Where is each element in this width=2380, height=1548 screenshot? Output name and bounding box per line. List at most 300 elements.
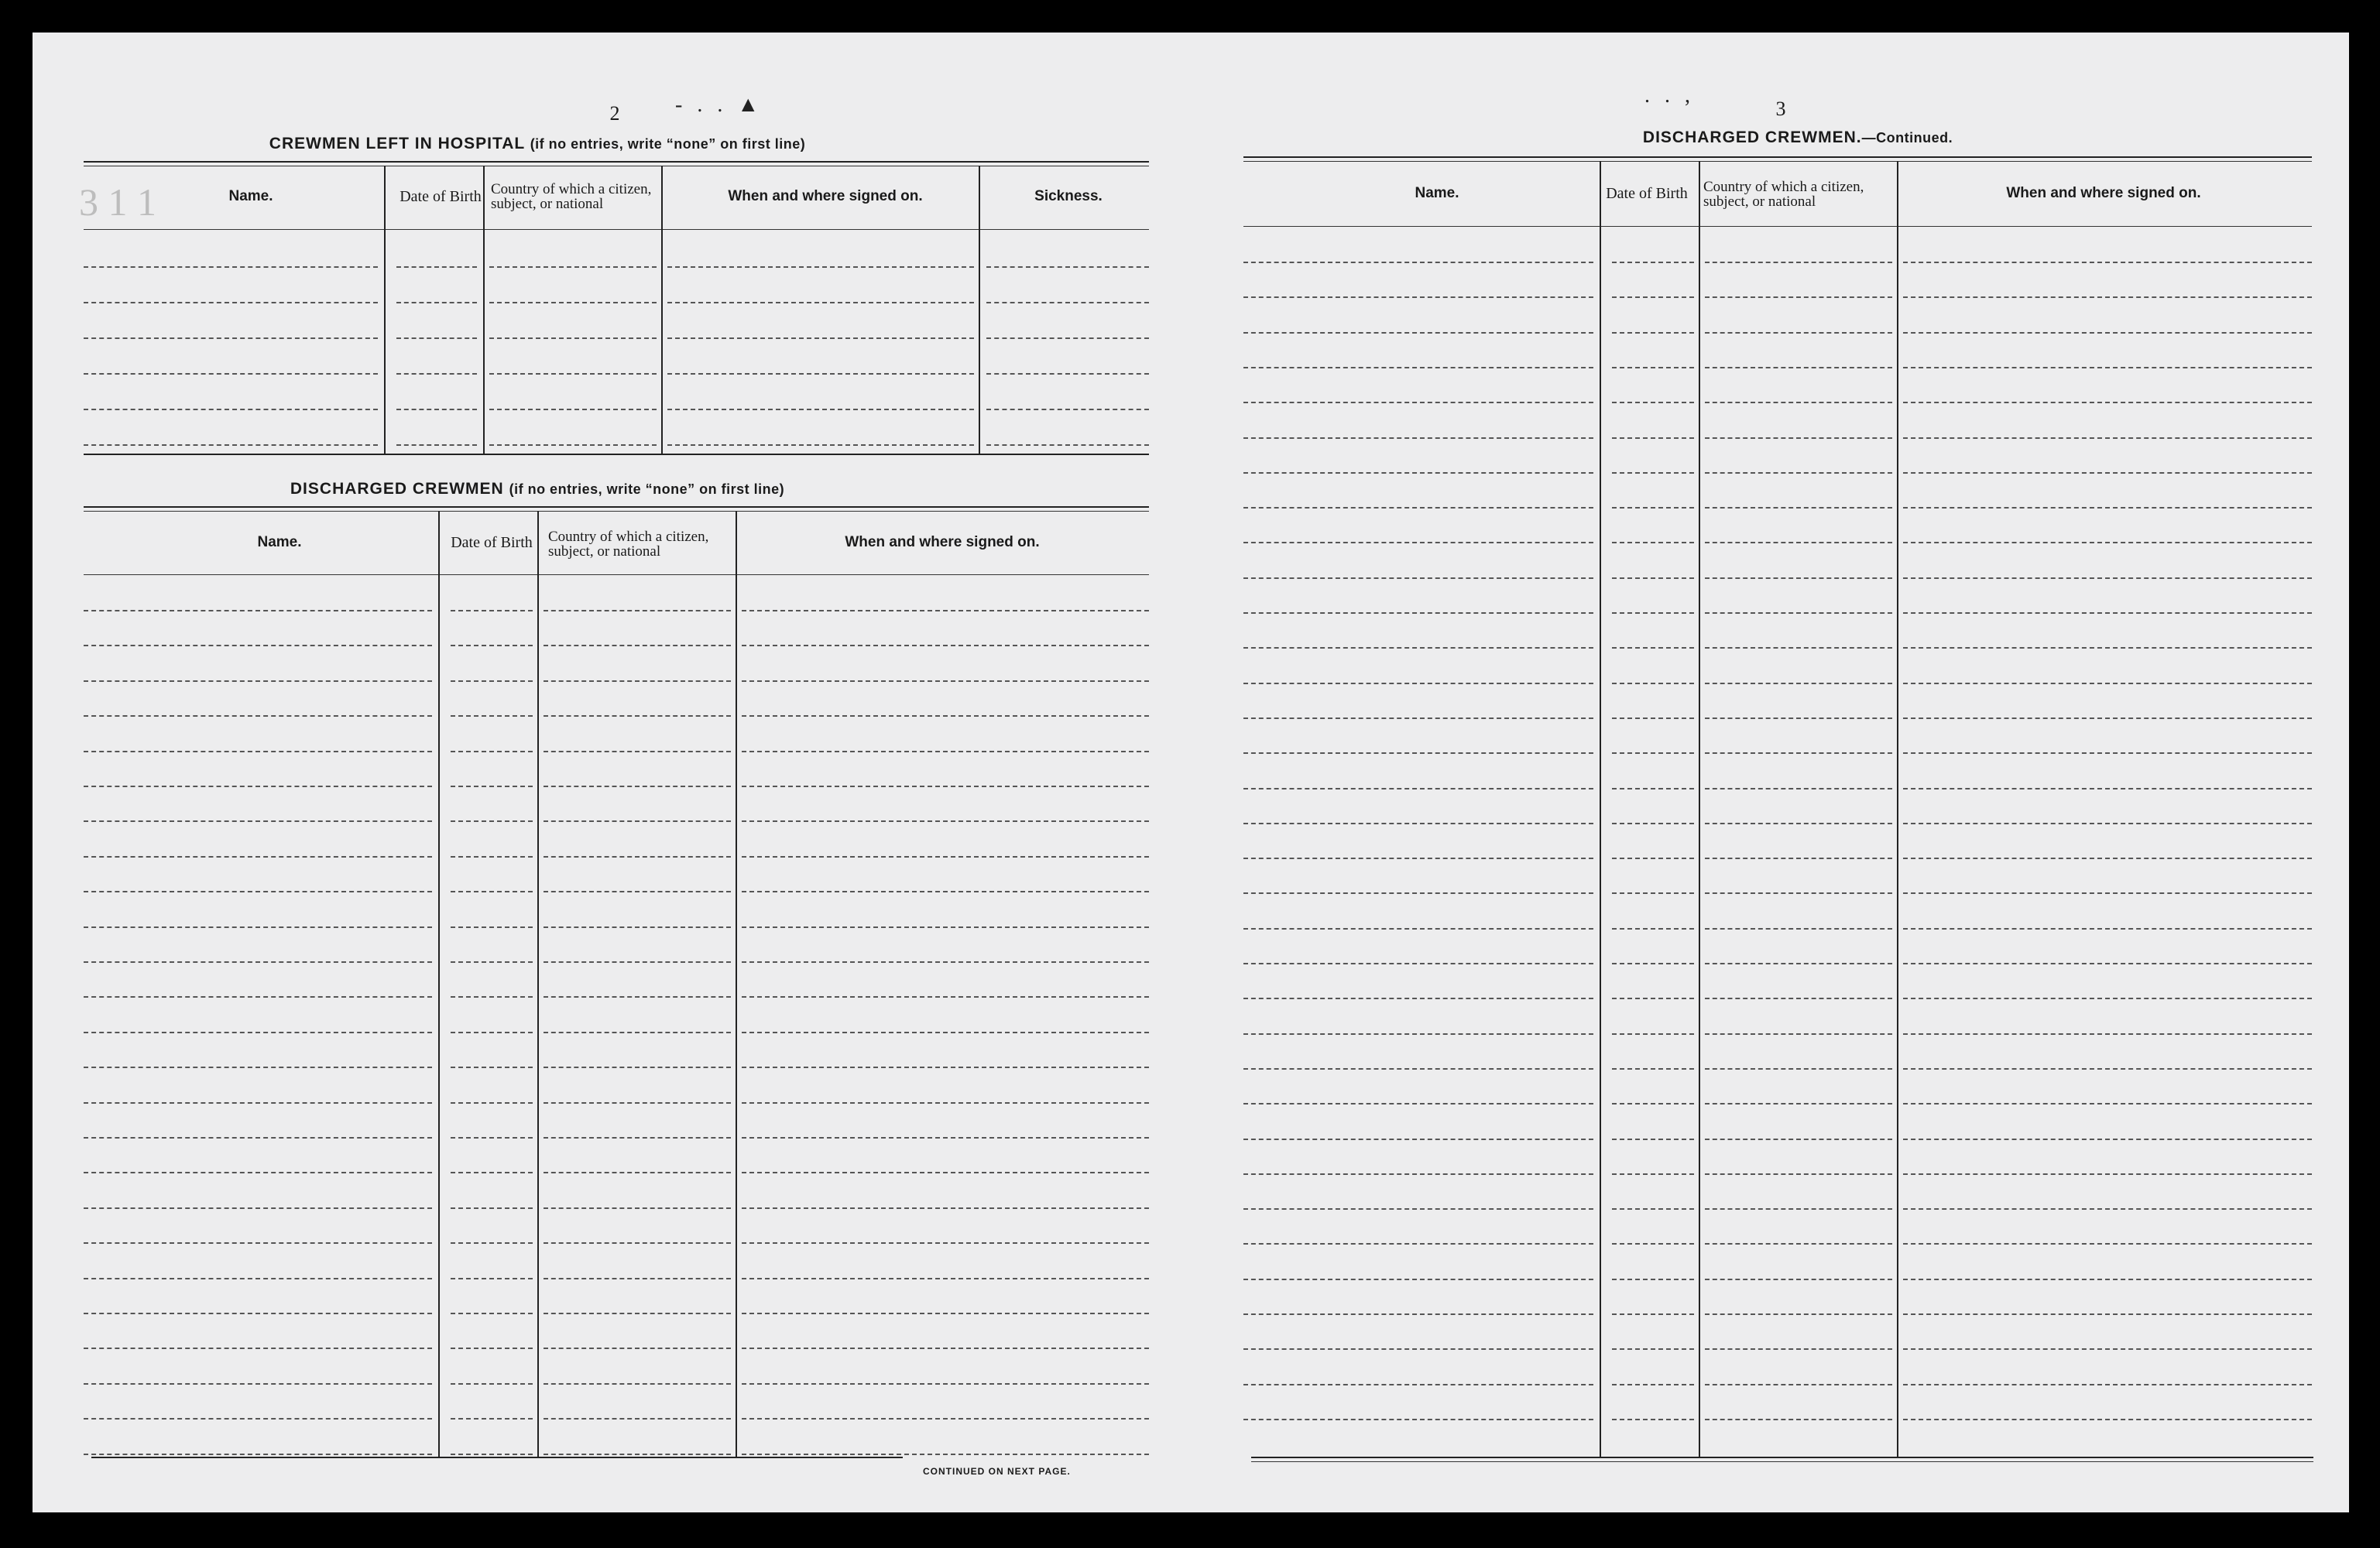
blank-entry-line — [1705, 1279, 1892, 1280]
blank-entry-line — [1612, 437, 1694, 439]
ink-marks: . . , — [1644, 84, 1695, 108]
blank-entry-line — [986, 409, 1149, 410]
blank-entry-line — [742, 751, 1149, 752]
blank-entry-line — [1243, 752, 1593, 754]
blank-entry-line — [1705, 472, 1892, 474]
blank-entry-line — [1612, 402, 1694, 403]
blank-entry-line — [84, 1207, 432, 1209]
blank-entry-line — [489, 373, 657, 375]
blank-entry-line — [1612, 717, 1694, 719]
discharged-col-signed-on: When and where signed on. — [845, 534, 1040, 550]
blank-entry-line — [84, 1067, 432, 1068]
blank-entry-line — [1612, 928, 1694, 930]
blank-entry-line — [1612, 1313, 1694, 1315]
blank-entry-line — [1612, 1243, 1694, 1245]
blank-entry-line — [396, 337, 477, 339]
blank-entry-line — [84, 645, 432, 646]
blank-entry-line — [742, 1313, 1149, 1314]
blank-entry-line — [1903, 1208, 2312, 1210]
blank-entry-line — [544, 856, 731, 858]
blank-entry-line — [1705, 1419, 1892, 1420]
blank-entry-line — [1705, 1173, 1892, 1175]
blank-entry-line — [1612, 892, 1694, 894]
blank-entry-line — [451, 1278, 533, 1279]
blank-entry-line — [84, 610, 432, 611]
blank-entry-line — [489, 266, 657, 268]
blank-entry-line — [396, 266, 477, 268]
blank-entry-line — [544, 820, 731, 822]
right-table-bottom-rule-2 — [1251, 1461, 2313, 1462]
blank-entry-line — [742, 1278, 1149, 1279]
blank-entry-line — [1243, 1313, 1593, 1315]
blank-entry-line — [742, 926, 1149, 928]
blank-entry-line — [1903, 752, 2312, 754]
bleed-through-mark: 3 1 1 — [79, 180, 156, 224]
blank-entry-line — [84, 820, 432, 822]
blank-entry-line — [1903, 1173, 2312, 1175]
blank-entry-line — [667, 266, 974, 268]
blank-entry-line — [489, 302, 657, 303]
blank-entry-line — [451, 1383, 533, 1385]
blank-entry-line — [1705, 1103, 1892, 1104]
hospital-col-divider — [979, 166, 980, 454]
blank-entry-line — [451, 680, 533, 682]
blank-entry-line — [1612, 1208, 1694, 1210]
blank-entry-line — [1243, 402, 1593, 403]
blank-entry-line — [742, 1207, 1149, 1209]
blank-entry-line — [1903, 683, 2312, 684]
blank-entry-line — [451, 856, 533, 858]
blank-entry-line — [451, 715, 533, 717]
blank-entry-line — [1705, 296, 1892, 298]
blank-entry-line — [84, 1313, 432, 1314]
blank-entry-line — [1243, 998, 1593, 999]
ink-marks: - . . ▲ — [675, 93, 764, 117]
blank-entry-line — [1243, 647, 1593, 649]
hospital-header-bottom-rule — [84, 229, 1149, 230]
right-title-text: DISCHARGED CREWMEN. — [1642, 128, 1862, 146]
discharged-table-bottom-rule — [91, 1457, 903, 1458]
hospital-instruction: (if no entries, write “none” on first line) — [530, 136, 806, 152]
blank-entry-line — [451, 1242, 533, 1244]
blank-entry-line — [84, 1172, 432, 1173]
blank-entry-line — [84, 856, 432, 858]
right-title-suffix: —Continued. — [1861, 130, 1953, 146]
blank-entry-line — [451, 751, 533, 752]
blank-entry-line — [986, 337, 1149, 339]
blank-entry-line — [1243, 1068, 1593, 1070]
blank-entry-line — [667, 373, 974, 375]
blank-entry-line — [1612, 858, 1694, 859]
blank-entry-line — [1705, 262, 1892, 263]
discharged-instruction: (if no entries, write “none” on first line) — [509, 481, 785, 497]
blank-entry-line — [489, 409, 657, 410]
blank-entry-line — [1903, 1279, 2312, 1280]
blank-entry-line — [1243, 1384, 1593, 1385]
blank-entry-line — [742, 1032, 1149, 1033]
blank-entry-line — [1705, 367, 1892, 368]
hospital-section-title — [119, 135, 955, 153]
blank-entry-line — [1903, 858, 2312, 859]
blank-entry-line — [1705, 858, 1892, 859]
blank-entry-line — [1243, 858, 1593, 859]
blank-entry-line — [1612, 1173, 1694, 1175]
blank-entry-line — [544, 1418, 731, 1420]
blank-entry-line — [84, 1418, 432, 1420]
hospital-col-signed-on: When and where signed on. — [728, 188, 923, 204]
blank-entry-line — [1903, 717, 2312, 719]
blank-entry-line — [1612, 296, 1694, 298]
blank-entry-line — [84, 680, 432, 682]
blank-entry-line — [1612, 1033, 1694, 1035]
blank-entry-line — [1903, 1384, 2312, 1385]
blank-entry-line — [1903, 367, 2312, 368]
blank-entry-line — [742, 645, 1149, 646]
blank-entry-line — [667, 409, 974, 410]
discharged-col-divider — [736, 511, 737, 1457]
blank-entry-line — [742, 891, 1149, 892]
left-page-number: 2 — [609, 102, 620, 125]
blank-entry-line — [84, 891, 432, 892]
blank-entry-line — [1903, 1103, 2312, 1104]
right-table-top-rule — [1243, 156, 2312, 158]
blank-entry-line — [489, 444, 657, 446]
hospital-col-country: Country of which a citizen, subject, or national — [491, 181, 652, 212]
blank-entry-line — [1705, 998, 1892, 999]
hospital-col-sickness: Sickness. — [1034, 188, 1103, 204]
blank-entry-line — [1243, 507, 1593, 509]
blank-entry-line — [1243, 1173, 1593, 1175]
blank-entry-line — [544, 1172, 731, 1173]
blank-entry-line — [1705, 612, 1892, 614]
blank-entry-line — [1612, 367, 1694, 368]
blank-entry-line — [451, 786, 533, 787]
hospital-col-divider — [384, 166, 386, 454]
blank-entry-line — [451, 1102, 533, 1104]
right-col-name: Name. — [1415, 185, 1459, 201]
blank-entry-line — [1243, 332, 1593, 334]
blank-entry-line — [1903, 402, 2312, 403]
hospital-title-text: CREWMEN LEFT IN HOSPITAL — [269, 135, 525, 152]
hospital-col-name: Name. — [228, 188, 273, 204]
blank-entry-line — [1903, 262, 2312, 263]
blank-entry-line — [1903, 998, 2312, 999]
blank-entry-line — [544, 926, 731, 928]
blank-entry-line — [451, 1207, 533, 1209]
blank-entry-line — [1243, 1139, 1593, 1140]
right-header-bottom-rule — [1243, 226, 2312, 227]
blank-entry-line — [1243, 823, 1593, 824]
blank-entry-line — [451, 1067, 533, 1068]
blank-entry-line — [544, 891, 731, 892]
blank-entry-line — [1705, 683, 1892, 684]
blank-entry-line — [451, 610, 533, 611]
blank-entry-line — [451, 1032, 533, 1033]
blank-entry-line — [1612, 1068, 1694, 1070]
blank-entry-line — [742, 1242, 1149, 1244]
blank-entry-line — [84, 1032, 432, 1033]
blank-entry-line — [1705, 788, 1892, 789]
blank-entry-line — [84, 337, 378, 339]
blank-entry-line — [396, 409, 477, 410]
blank-entry-line — [84, 409, 378, 410]
blank-entry-line — [1903, 332, 2312, 334]
blank-entry-line — [451, 1137, 533, 1139]
blank-entry-line — [1612, 647, 1694, 649]
blank-entry-line — [1243, 1419, 1593, 1420]
blank-entry-line — [84, 786, 432, 787]
blank-entry-line — [84, 926, 432, 928]
discharged-col-divider — [438, 511, 440, 1457]
discharged-section-title — [119, 480, 955, 498]
blank-entry-line — [1705, 332, 1892, 334]
blank-entry-line — [1705, 892, 1892, 894]
blank-entry-line — [1612, 332, 1694, 334]
blank-entry-line — [667, 444, 974, 446]
hospital-table-bottom-rule — [84, 454, 1149, 455]
right-col-divider — [1600, 161, 1601, 1457]
blank-entry-line — [1243, 1348, 1593, 1350]
blank-entry-line — [742, 610, 1149, 611]
hospital-col-dob: Date of Birth — [400, 188, 482, 205]
hospital-col-divider — [661, 166, 663, 454]
blank-entry-line — [1612, 1139, 1694, 1140]
blank-entry-line — [742, 820, 1149, 822]
blank-entry-line — [544, 1102, 731, 1104]
blank-entry-line — [1243, 542, 1593, 543]
blank-entry-line — [451, 1172, 533, 1173]
blank-entry-line — [1903, 928, 2312, 930]
blank-entry-line — [742, 786, 1149, 787]
blank-entry-line — [1612, 262, 1694, 263]
blank-entry-line — [1243, 1103, 1593, 1104]
blank-entry-line — [1612, 472, 1694, 474]
discharged-col-divider — [537, 511, 539, 1457]
blank-entry-line — [1705, 823, 1892, 824]
blank-entry-line — [1705, 752, 1892, 754]
blank-entry-line — [667, 337, 974, 339]
blank-entry-line — [84, 1102, 432, 1104]
blank-entry-line — [1243, 472, 1593, 474]
blank-entry-line — [1612, 1419, 1694, 1420]
blank-entry-line — [742, 961, 1149, 963]
blank-entry-line — [451, 961, 533, 963]
blank-entry-line — [544, 751, 731, 752]
right-col-country: Country of which a citizen, subject, or national — [1703, 179, 1864, 210]
blank-entry-line — [1903, 1068, 2312, 1070]
blank-entry-line — [84, 373, 378, 375]
blank-entry-line — [1903, 1139, 2312, 1140]
blank-entry-line — [1243, 577, 1593, 579]
blank-entry-line — [1903, 1243, 2312, 1245]
blank-entry-line — [986, 302, 1149, 303]
hospital-table-top-rule — [84, 161, 1149, 163]
blank-entry-line — [451, 820, 533, 822]
right-col-signed-on: When and where signed on. — [2006, 185, 2201, 201]
blank-entry-line — [1705, 437, 1892, 439]
discharged-table-top-rule — [84, 506, 1149, 508]
blank-entry-line — [84, 302, 378, 303]
blank-entry-line — [1705, 647, 1892, 649]
blank-entry-line — [1705, 1243, 1892, 1245]
discharged-title-text: DISCHARGED CREWMEN — [290, 480, 504, 498]
blank-entry-line — [84, 1454, 432, 1455]
blank-entry-line — [1705, 928, 1892, 930]
blank-entry-line — [742, 1102, 1149, 1104]
blank-entry-line — [1612, 1103, 1694, 1104]
right-table-bottom-rule — [1251, 1457, 2313, 1458]
blank-entry-line — [1705, 1068, 1892, 1070]
blank-entry-line — [544, 996, 731, 998]
blank-entry-line — [1243, 892, 1593, 894]
blank-entry-line — [1903, 612, 2312, 614]
blank-entry-line — [1903, 647, 2312, 649]
blank-entry-line — [1243, 1243, 1593, 1245]
blank-entry-line — [451, 891, 533, 892]
blank-entry-line — [1903, 296, 2312, 298]
blank-entry-line — [396, 373, 477, 375]
blank-entry-line — [1612, 542, 1694, 543]
blank-entry-line — [84, 715, 432, 717]
blank-entry-line — [451, 996, 533, 998]
blank-entry-line — [84, 266, 378, 268]
blank-entry-line — [544, 786, 731, 787]
blank-entry-line — [1612, 577, 1694, 579]
blank-entry-line — [1705, 577, 1892, 579]
blank-entry-line — [1705, 1384, 1892, 1385]
blank-entry-line — [1705, 1208, 1892, 1210]
blank-entry-line — [1705, 1139, 1892, 1140]
blank-entry-line — [544, 1348, 731, 1349]
blank-entry-line — [1705, 717, 1892, 719]
blank-entry-line — [451, 1313, 533, 1314]
blank-entry-line — [1243, 262, 1593, 263]
blank-entry-line — [84, 996, 432, 998]
blank-entry-line — [1243, 296, 1593, 298]
blank-entry-line — [742, 680, 1149, 682]
blank-entry-line — [742, 1383, 1149, 1385]
blank-entry-line — [1612, 998, 1694, 999]
blank-entry-line — [84, 444, 378, 446]
blank-entry-line — [84, 1242, 432, 1244]
blank-entry-line — [396, 302, 477, 303]
blank-entry-line — [1705, 402, 1892, 403]
blank-entry-line — [1705, 542, 1892, 543]
blank-entry-line — [84, 1137, 432, 1139]
blank-entry-line — [1612, 963, 1694, 964]
blank-entry-line — [1903, 472, 2312, 474]
blank-entry-line — [544, 1137, 731, 1139]
discharged-col-name: Name. — [257, 534, 302, 550]
blank-entry-line — [544, 1032, 731, 1033]
blank-entry-line — [1903, 577, 2312, 579]
blank-entry-line — [1243, 1279, 1593, 1280]
hospital-col-divider — [483, 166, 485, 454]
blank-entry-line — [1612, 823, 1694, 824]
blank-entry-line — [544, 961, 731, 963]
blank-entry-line — [986, 266, 1149, 268]
blank-entry-line — [742, 715, 1149, 717]
blank-entry-line — [544, 715, 731, 717]
blank-entry-line — [544, 1207, 731, 1209]
blank-entry-line — [1903, 437, 2312, 439]
blank-entry-line — [1243, 788, 1593, 789]
discharged-header-bottom-rule — [84, 574, 1149, 575]
blank-entry-line — [84, 751, 432, 752]
blank-entry-line — [1705, 963, 1892, 964]
blank-entry-line — [1903, 788, 2312, 789]
blank-entry-line — [1903, 1419, 2312, 1420]
discharged-col-dob: Date of Birth — [451, 534, 533, 551]
blank-entry-line — [544, 610, 731, 611]
blank-entry-line — [742, 1418, 1149, 1420]
blank-entry-line — [544, 1278, 731, 1279]
blank-entry-line — [451, 1418, 533, 1420]
blank-entry-line — [742, 1067, 1149, 1068]
blank-entry-line — [1612, 507, 1694, 509]
blank-entry-line — [1243, 1033, 1593, 1035]
blank-entry-line — [1243, 1208, 1593, 1210]
blank-entry-line — [986, 444, 1149, 446]
right-col-divider — [1699, 161, 1700, 1457]
blank-entry-line — [1903, 1313, 2312, 1315]
blank-entry-line — [1705, 507, 1892, 509]
blank-entry-line — [1612, 1348, 1694, 1350]
blank-entry-line — [986, 373, 1149, 375]
blank-entry-line — [1612, 683, 1694, 684]
continued-note: CONTINUED ON NEXT PAGE. — [923, 1466, 1071, 1477]
blank-entry-line — [1903, 892, 2312, 894]
blank-entry-line — [1903, 963, 2312, 964]
blank-entry-line — [489, 337, 657, 339]
blank-entry-line — [742, 1454, 1149, 1455]
right-col-divider — [1897, 161, 1898, 1457]
blank-entry-line — [667, 302, 974, 303]
blank-entry-line — [1705, 1033, 1892, 1035]
blank-entry-line — [1705, 1313, 1892, 1315]
blank-entry-line — [544, 1313, 731, 1314]
blank-entry-line — [1243, 717, 1593, 719]
blank-entry-line — [544, 645, 731, 646]
right-page-number: 3 — [1775, 98, 1786, 120]
right-col-dob: Date of Birth — [1606, 185, 1688, 202]
blank-entry-line — [742, 1348, 1149, 1349]
blank-entry-line — [84, 961, 432, 963]
blank-entry-line — [1243, 367, 1593, 368]
blank-entry-line — [1243, 928, 1593, 930]
blank-entry-line — [742, 1137, 1149, 1139]
blank-entry-line — [1243, 963, 1593, 964]
blank-entry-line — [1243, 612, 1593, 614]
blank-entry-line — [742, 1172, 1149, 1173]
blank-entry-line — [84, 1348, 432, 1349]
blank-entry-line — [544, 1383, 731, 1385]
blank-entry-line — [1903, 1033, 2312, 1035]
blank-entry-line — [742, 996, 1149, 998]
blank-entry-line — [1612, 752, 1694, 754]
blank-entry-line — [742, 856, 1149, 858]
blank-entry-line — [451, 1454, 533, 1455]
blank-entry-line — [1243, 437, 1593, 439]
blank-entry-line — [451, 926, 533, 928]
right-section-title — [1504, 128, 2092, 147]
document-sheet — [33, 33, 2349, 1512]
blank-entry-line — [1243, 683, 1593, 684]
blank-entry-line — [1612, 612, 1694, 614]
blank-entry-line — [544, 680, 731, 682]
blank-entry-line — [451, 1348, 533, 1349]
blank-entry-line — [1903, 823, 2312, 824]
